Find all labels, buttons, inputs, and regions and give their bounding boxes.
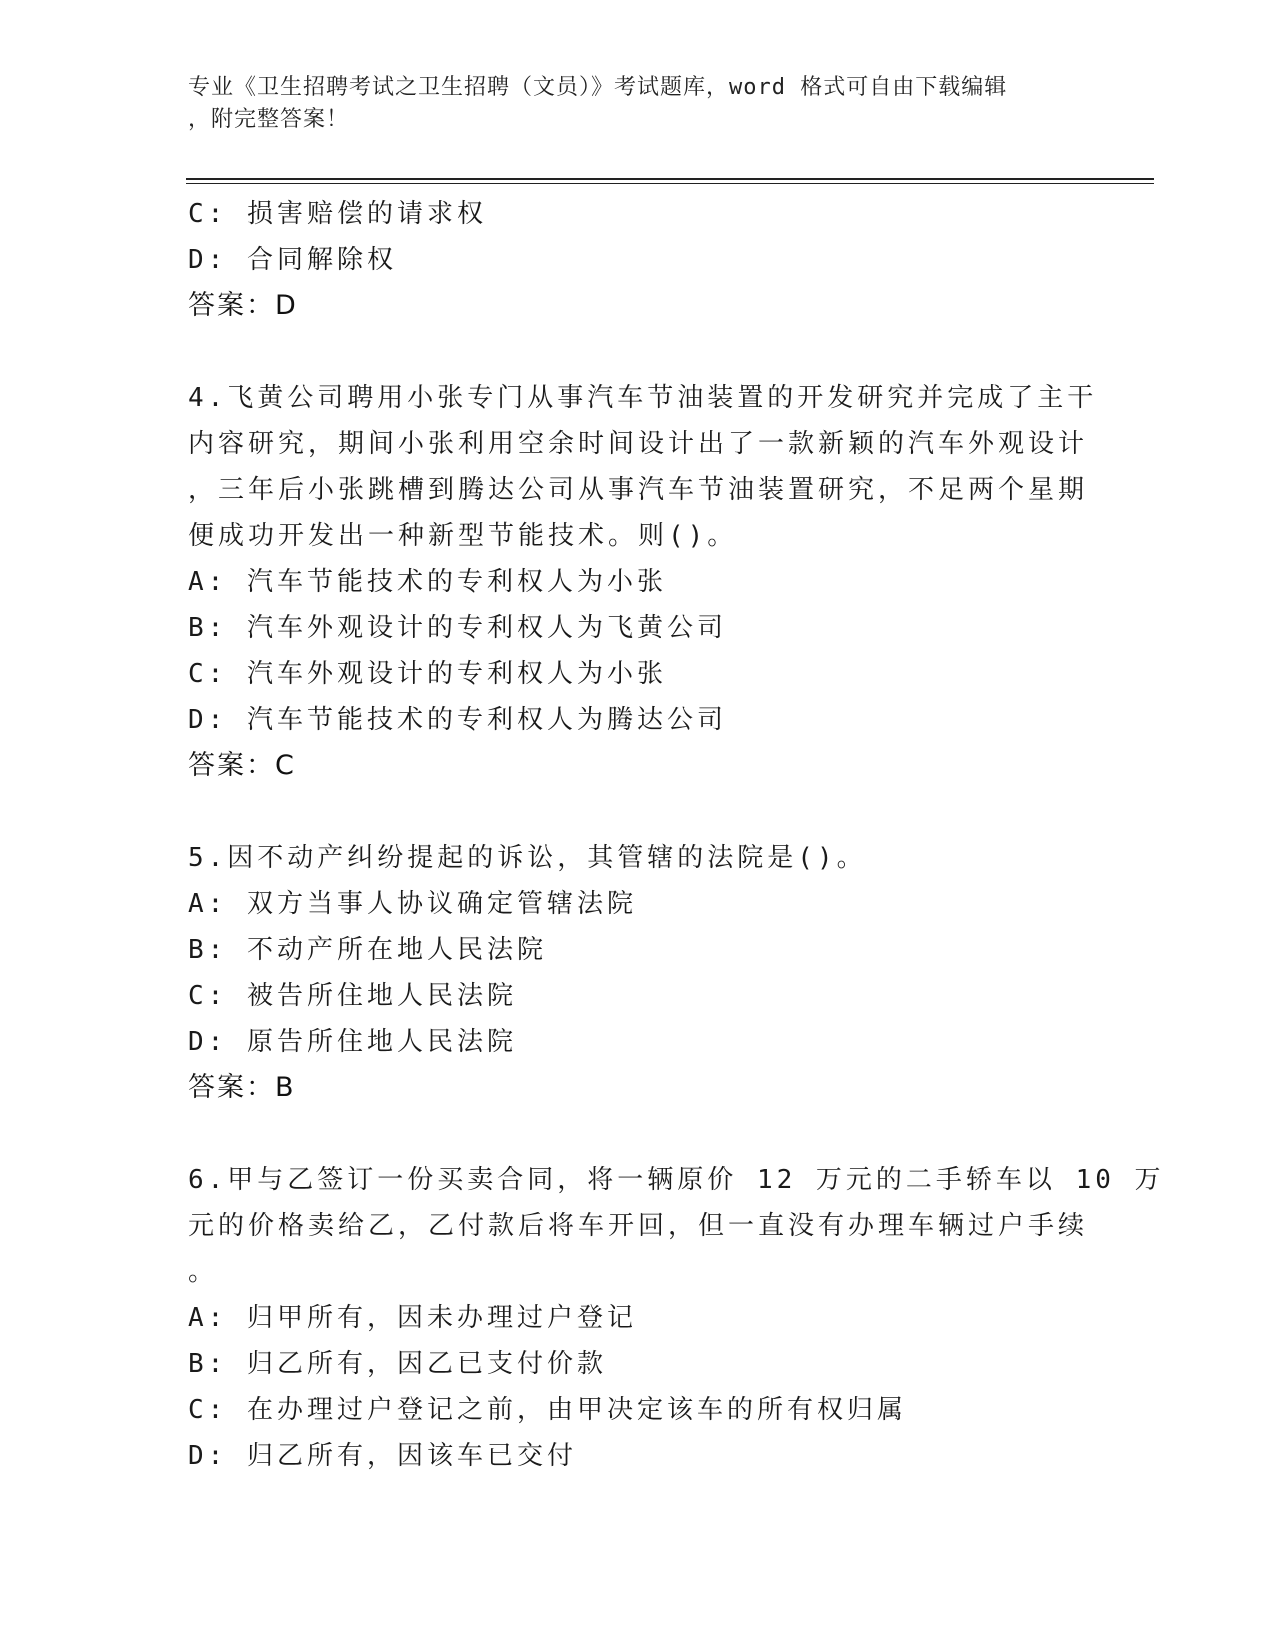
question-5	[188, 835, 1068, 1111]
option-b: B: 不动产所在地人民法院	[188, 935, 547, 965]
question-gap	[188, 1111, 1068, 1157]
stem-line: 。	[188, 1257, 219, 1287]
stem-line: 4.飞黄公司聘用小张专门从事汽车节油装置的开发研究并完成了主干	[188, 383, 1098, 413]
question-gap	[188, 329, 1068, 375]
question-stem	[188, 375, 1098, 559]
option-c: C: 被告所住地人民法院	[188, 981, 517, 1011]
stem-line: 便成功开发出一种新型节能技术。则()。	[188, 521, 738, 551]
question-4	[188, 375, 1098, 789]
question-stem	[188, 1157, 1165, 1295]
option-c: C: 汽车外观设计的专利权人为小张	[188, 659, 667, 689]
answer-label: 答案：C	[188, 750, 296, 781]
document-header	[188, 72, 1068, 136]
option-c: C: 损害赔偿的请求权	[188, 199, 487, 229]
stem-line: 5.因不动产纠纷提起的诉讼，其管辖的法院是()。	[188, 843, 867, 873]
stem-line: ，三年后小张跳槽到腾达公司从事汽车节油装置研究，不足两个星期	[188, 475, 1089, 505]
question-content	[188, 191, 1165, 1479]
option-b: B: 汽车外观设计的专利权人为飞黄公司	[188, 613, 727, 643]
answer-label: 答案：D	[188, 290, 298, 321]
question-stem	[188, 835, 1068, 881]
question-3-continued	[188, 191, 1068, 329]
header-line-1: 专业《卫生招聘考试之卫生招聘（文员）》考试题库，word 格式可自由下载编辑	[188, 75, 1008, 100]
answer-label: 答案：B	[188, 1072, 296, 1103]
option-a: A: 双方当事人协议确定管辖法院	[188, 889, 637, 919]
header-rule-thin	[186, 183, 1154, 184]
stem-line: 内容研究，期间小张利用空余时间设计出了一款新颖的汽车外观设计	[188, 429, 1089, 459]
question-6	[188, 1157, 1165, 1479]
option-a: A: 归甲所有，因未办理过户登记	[188, 1303, 637, 1333]
option-c: C: 在办理过户登记之前，由甲决定该车的所有权归属	[188, 1395, 907, 1425]
option-d: D: 汽车节能技术的专利权人为腾达公司	[188, 705, 727, 735]
stem-line: 6.甲与乙签订一份买卖合同，将一辆原价 12 万元的二手轿车以 10 万	[188, 1165, 1165, 1195]
header-rule-thick	[186, 178, 1154, 180]
stem-line: 元的价格卖给乙，乙付款后将车开回，但一直没有办理车辆过户手续	[188, 1211, 1089, 1241]
option-b: B: 归乙所有，因乙已支付价款	[188, 1349, 607, 1379]
option-d: D: 原告所住地人民法院	[188, 1027, 517, 1057]
question-gap	[188, 789, 1068, 835]
option-a: A: 汽车节能技术的专利权人为小张	[188, 567, 667, 597]
header-line-2: ，附完整答案！	[188, 107, 350, 132]
option-d: D: 合同解除权	[188, 245, 397, 275]
option-d: D: 归乙所有，因该车已交付	[188, 1441, 577, 1471]
